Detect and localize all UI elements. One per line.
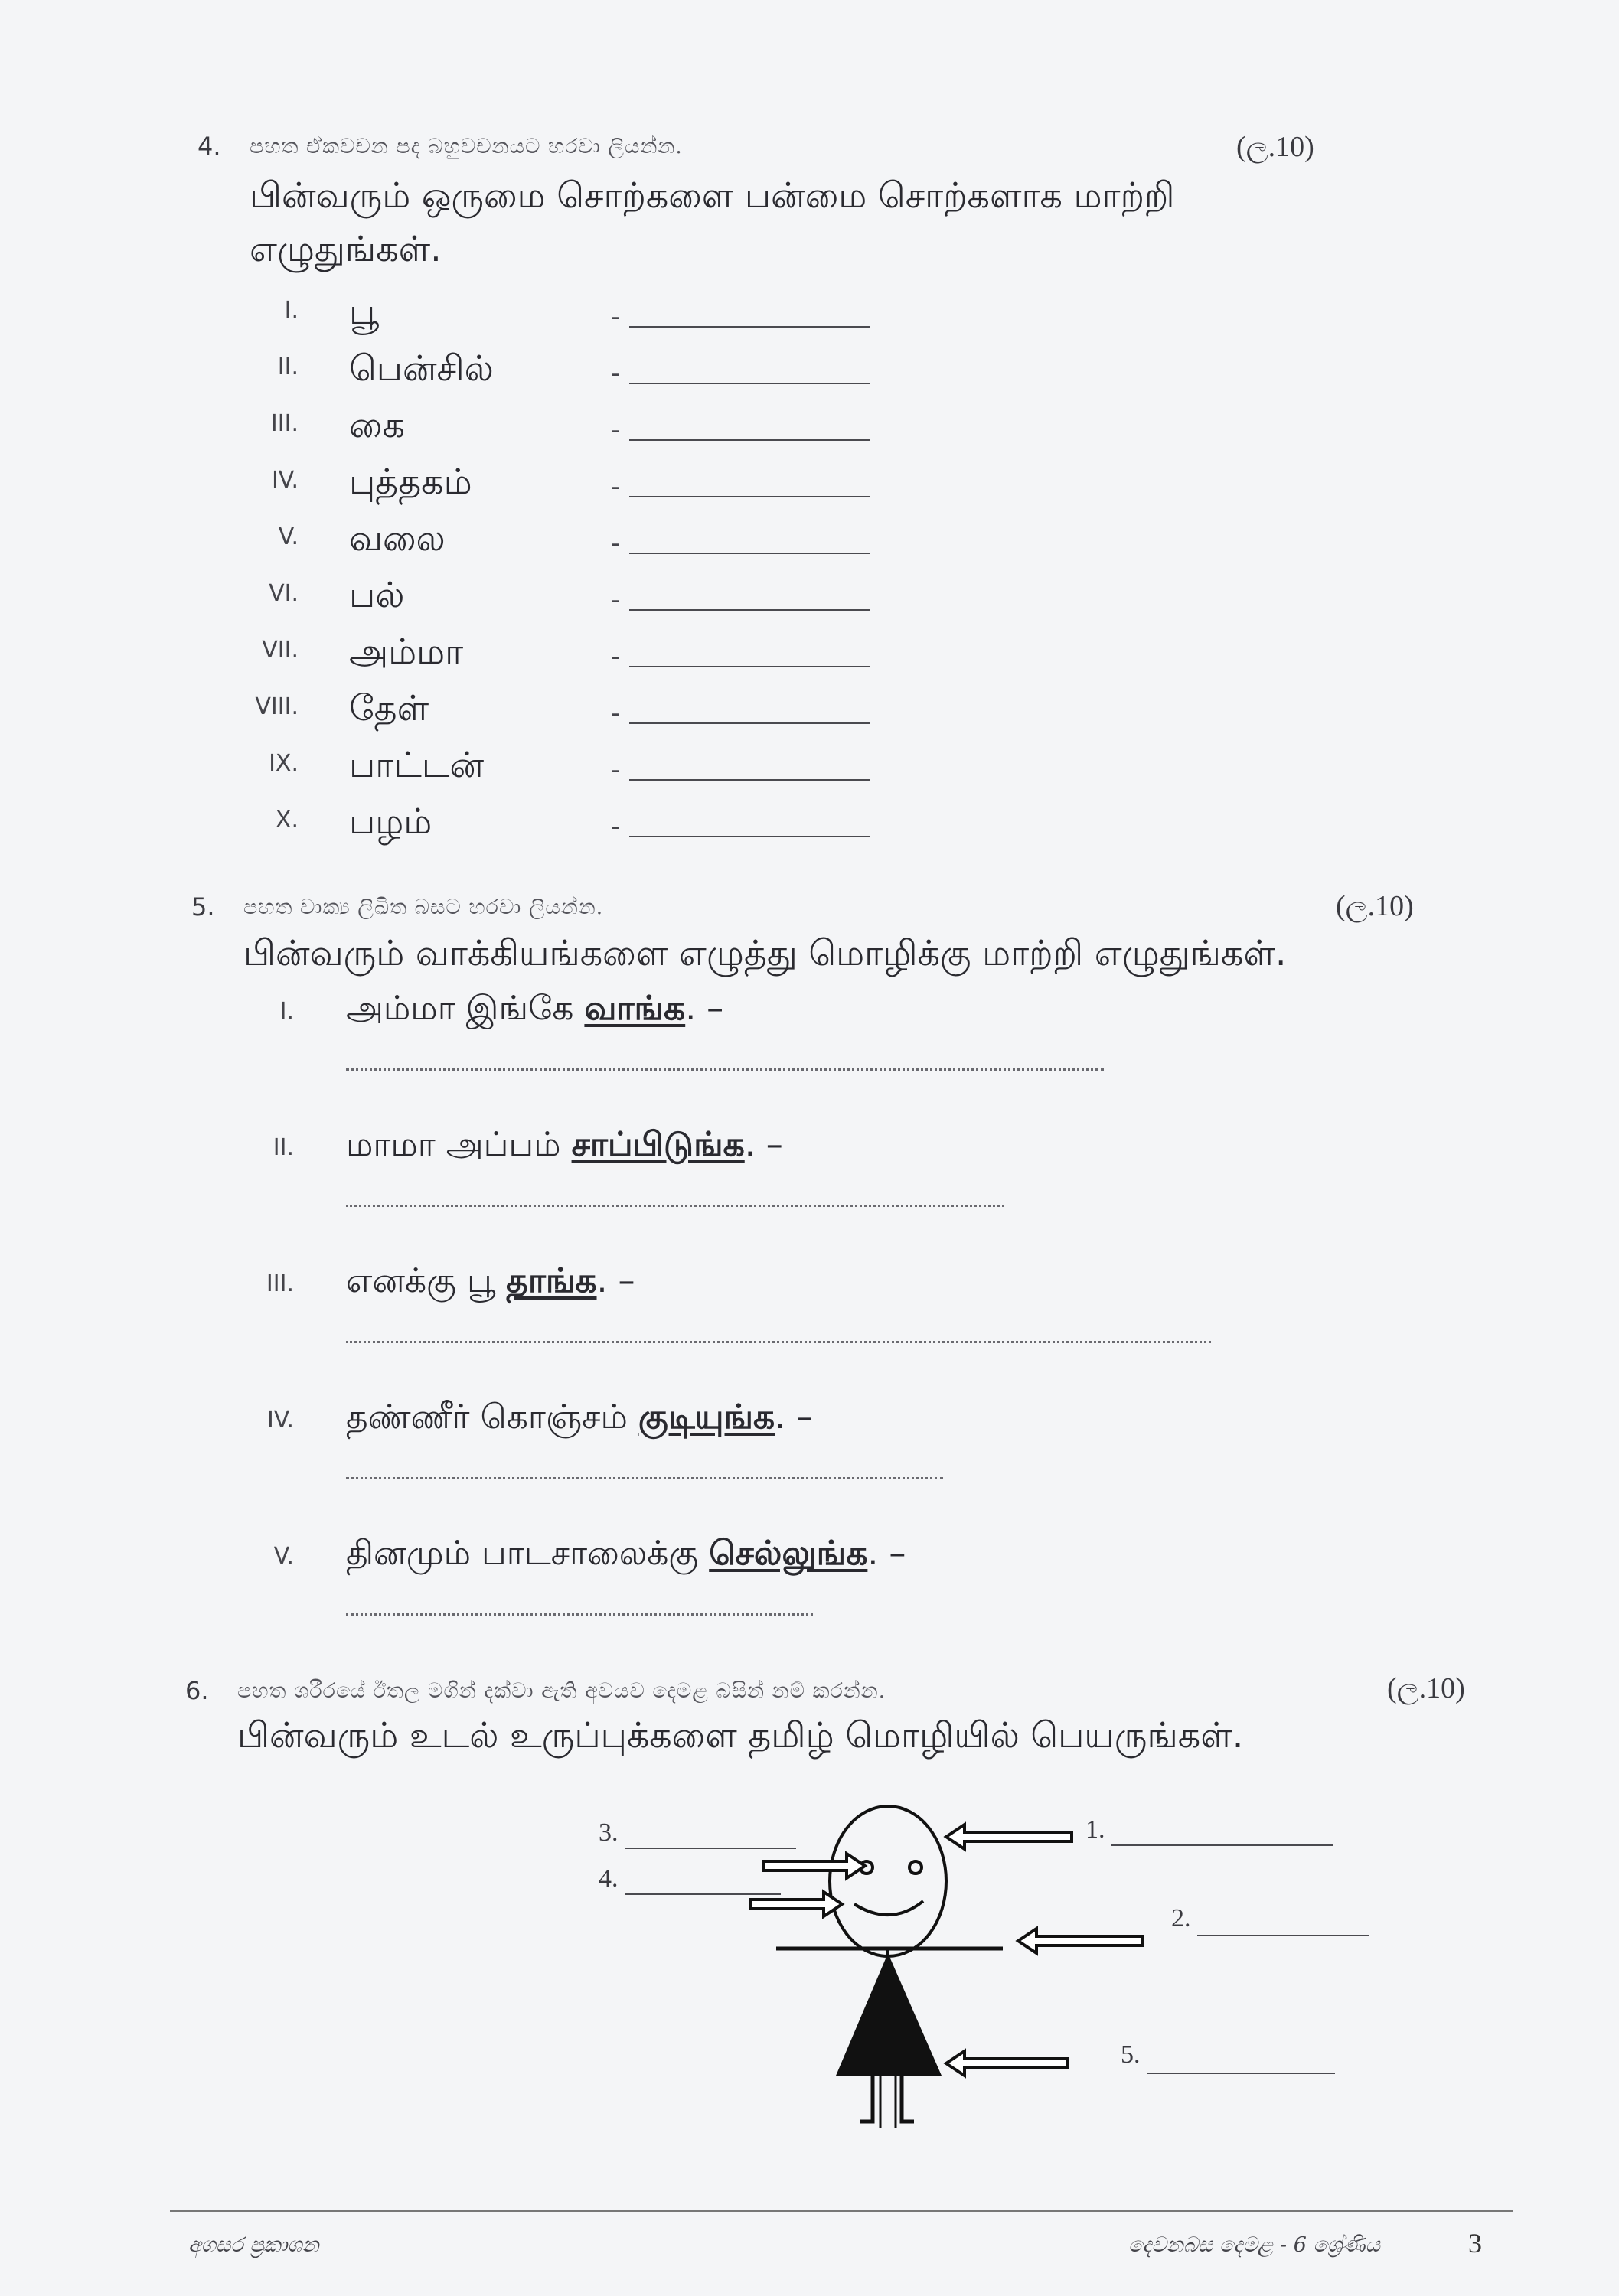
q4-item-word: பல் <box>349 574 405 615</box>
q4-answer-blank[interactable] <box>629 439 870 441</box>
q4-item-word: வலை <box>349 517 446 559</box>
footer-subject-grade: දෙවනබස දෙමළ - 6 ශ්‍රේණිය <box>1128 2233 1380 2257</box>
q4-tamil-instruction-line1: பின்வரும் ஒருமை சொற்களை பன்மை சொற்களாக மாற்றி <box>250 174 1175 216</box>
q5-item-number: II. <box>273 1134 294 1161</box>
q5-sentence-end: . – <box>867 1534 906 1573</box>
q6-marks: (ල.10) <box>1387 1672 1465 1704</box>
arrow-3-eye <box>764 1854 865 1878</box>
figure-answer-line-1[interactable] <box>1111 1844 1333 1846</box>
q4-item-word: பூ <box>349 291 379 332</box>
q4-item-dash: - <box>611 698 621 729</box>
q4-answer-blank[interactable] <box>629 496 870 497</box>
q4-item-dash: - <box>611 585 621 615</box>
q5-sentence-text: அம்மா இங்கே <box>346 989 585 1028</box>
q5-sentence-verb: குடியுங்க <box>638 1397 775 1437</box>
q5-sentence <box>346 989 723 1032</box>
q5-sentence-end: . – <box>775 1397 814 1437</box>
q5-answer-dotted-line[interactable] <box>346 1613 813 1616</box>
q4-item-word: கை <box>349 404 405 445</box>
q4-answer-blank[interactable] <box>629 779 870 781</box>
q5-sentence-verb: வாங்க <box>584 989 686 1028</box>
q4-marks: (ල.10) <box>1236 131 1314 163</box>
q4-item-number: VII. <box>262 637 299 664</box>
q5-sentence-end: . – <box>596 1261 635 1300</box>
q5-answer-dotted-line[interactable] <box>346 1205 1004 1207</box>
q4-item-number: V. <box>278 523 299 550</box>
q5-sentence-text: தண்ணீர் கொஞ்சம் <box>346 1397 638 1437</box>
figure-label-2: 2. <box>1171 1904 1191 1932</box>
page-number: 3 <box>1468 2228 1482 2258</box>
q5-sentence <box>346 1125 783 1169</box>
q5-sentence <box>346 1534 906 1577</box>
q5-marks: (ල.10) <box>1336 890 1414 922</box>
figure-answer-line-5[interactable] <box>1147 2073 1335 2074</box>
body-triangle <box>836 1953 942 2076</box>
q6-number: 6. <box>185 1676 209 1705</box>
q4-item-number: X. <box>275 807 299 833</box>
q4-tamil-instruction-line2: எழுதுங்கள். <box>250 228 442 269</box>
q4-item-number: IV. <box>271 467 299 494</box>
q4-sinhala-instruction: පහත ඒකවචන පද බහුවචනයට හරවා ලියන්න. <box>250 135 683 158</box>
q6-sinhala-instruction: පහත ශරීරයේ ඊතල මගින් දක්වා ඇති අවයව දෙමළ බසින් නම් කරන්න. <box>237 1679 886 1703</box>
figure-label-4: 4. <box>599 1864 619 1893</box>
q4-answer-blank[interactable] <box>629 836 870 837</box>
q5-sentence-text: தினமும் பாடசாலைக்கு <box>346 1534 710 1573</box>
q4-item-number: III. <box>270 410 299 437</box>
q5-sentence-verb: சாப்பிடுங்க <box>571 1125 745 1164</box>
q5-sentence-end: . – <box>744 1125 783 1164</box>
q4-number: 4. <box>197 132 221 161</box>
q4-answer-blank[interactable] <box>629 326 870 328</box>
q4-item-dash: - <box>611 415 621 445</box>
figure-label-5: 5. <box>1121 2040 1141 2069</box>
arrow-2-shoulder <box>1018 1929 1142 1953</box>
q4-answer-blank[interactable] <box>629 722 870 724</box>
q6-tamil-instruction: பின்வரும் உடல் உருப்புக்களை தமிழ் மொழியில் பெயருங்கள். <box>237 1714 1244 1756</box>
q5-tamil-instruction: பின்வரும் வாக்கியங்களை எழுத்து மொழிக்கு மாற்றி எழுதுங்கள். <box>243 932 1287 974</box>
q4-item-word: பழம் <box>349 801 432 842</box>
q4-item-number: VI. <box>269 580 299 607</box>
footer-publisher: අගසර ප්‍රකාශන <box>188 2233 319 2257</box>
q4-item-dash: - <box>611 471 621 502</box>
q5-sentence-verb: தாங்க <box>506 1261 597 1300</box>
arrow-1-head <box>946 1825 1072 1849</box>
q4-item-word: தேள் <box>349 687 429 729</box>
head-circle <box>830 1806 946 1956</box>
leg-left <box>860 2076 873 2122</box>
q4-item-number: II. <box>277 354 299 380</box>
arrow-4-ear <box>750 1892 842 1916</box>
figure-answer-line-2[interactable] <box>1197 1935 1369 1936</box>
footer-rule <box>170 2210 1513 2212</box>
q4-item-word: புத்தகம் <box>349 461 472 502</box>
q4-answer-blank[interactable] <box>629 383 870 384</box>
eye-right <box>909 1861 922 1874</box>
figure-label-3: 3. <box>599 1818 619 1847</box>
mouth <box>854 1901 923 1915</box>
q4-item-dash: - <box>611 641 621 672</box>
q5-item-number: IV. <box>266 1407 294 1433</box>
q5-number: 5. <box>191 892 215 921</box>
q4-item-word: பாட்டன் <box>349 744 485 785</box>
q5-item-number: III. <box>266 1270 294 1297</box>
q4-item-dash: - <box>611 358 621 389</box>
q4-item-dash: - <box>611 811 621 842</box>
q5-item-number: I. <box>279 998 294 1025</box>
q4-answer-blank[interactable] <box>629 553 870 554</box>
q5-sentence-text: எனக்கு பூ <box>346 1261 507 1300</box>
leg-right <box>902 2076 914 2122</box>
figure-answer-line-3[interactable] <box>625 1848 796 1849</box>
figure-label-1: 1. <box>1085 1815 1105 1844</box>
q4-item-number: VIII. <box>255 693 299 720</box>
q5-answer-dotted-line[interactable] <box>346 1341 1211 1343</box>
q4-item-dash: - <box>611 755 621 785</box>
q4-item-number: I. <box>284 297 299 324</box>
q4-item-dash: - <box>611 528 621 559</box>
q5-sentence-verb: செல்லுங்க <box>709 1534 868 1573</box>
q5-sentence <box>346 1261 635 1305</box>
q4-item-word: பென்சில் <box>349 347 494 389</box>
arrow-5-body <box>946 2051 1067 2076</box>
q5-sentence <box>346 1397 813 1441</box>
q5-sinhala-instruction: පහත වාක්‍ය ලිඛිත බසට හරවා ලියන්න. <box>243 895 604 919</box>
q5-sentence-text: மாமா அப்பம் <box>346 1125 572 1164</box>
q5-answer-dotted-line[interactable] <box>346 1068 1104 1071</box>
q5-sentence-end: . – <box>685 989 724 1028</box>
q4-answer-blank[interactable] <box>629 666 870 667</box>
q4-item-word: அம்மா <box>349 631 464 672</box>
q4-answer-blank[interactable] <box>629 609 870 611</box>
q5-item-number: V. <box>273 1543 294 1570</box>
q5-answer-dotted-line[interactable] <box>346 1477 943 1479</box>
q4-item-dash: - <box>611 302 621 332</box>
figure-answer-line-4[interactable] <box>625 1893 781 1895</box>
q4-item-number: IX. <box>269 750 299 777</box>
